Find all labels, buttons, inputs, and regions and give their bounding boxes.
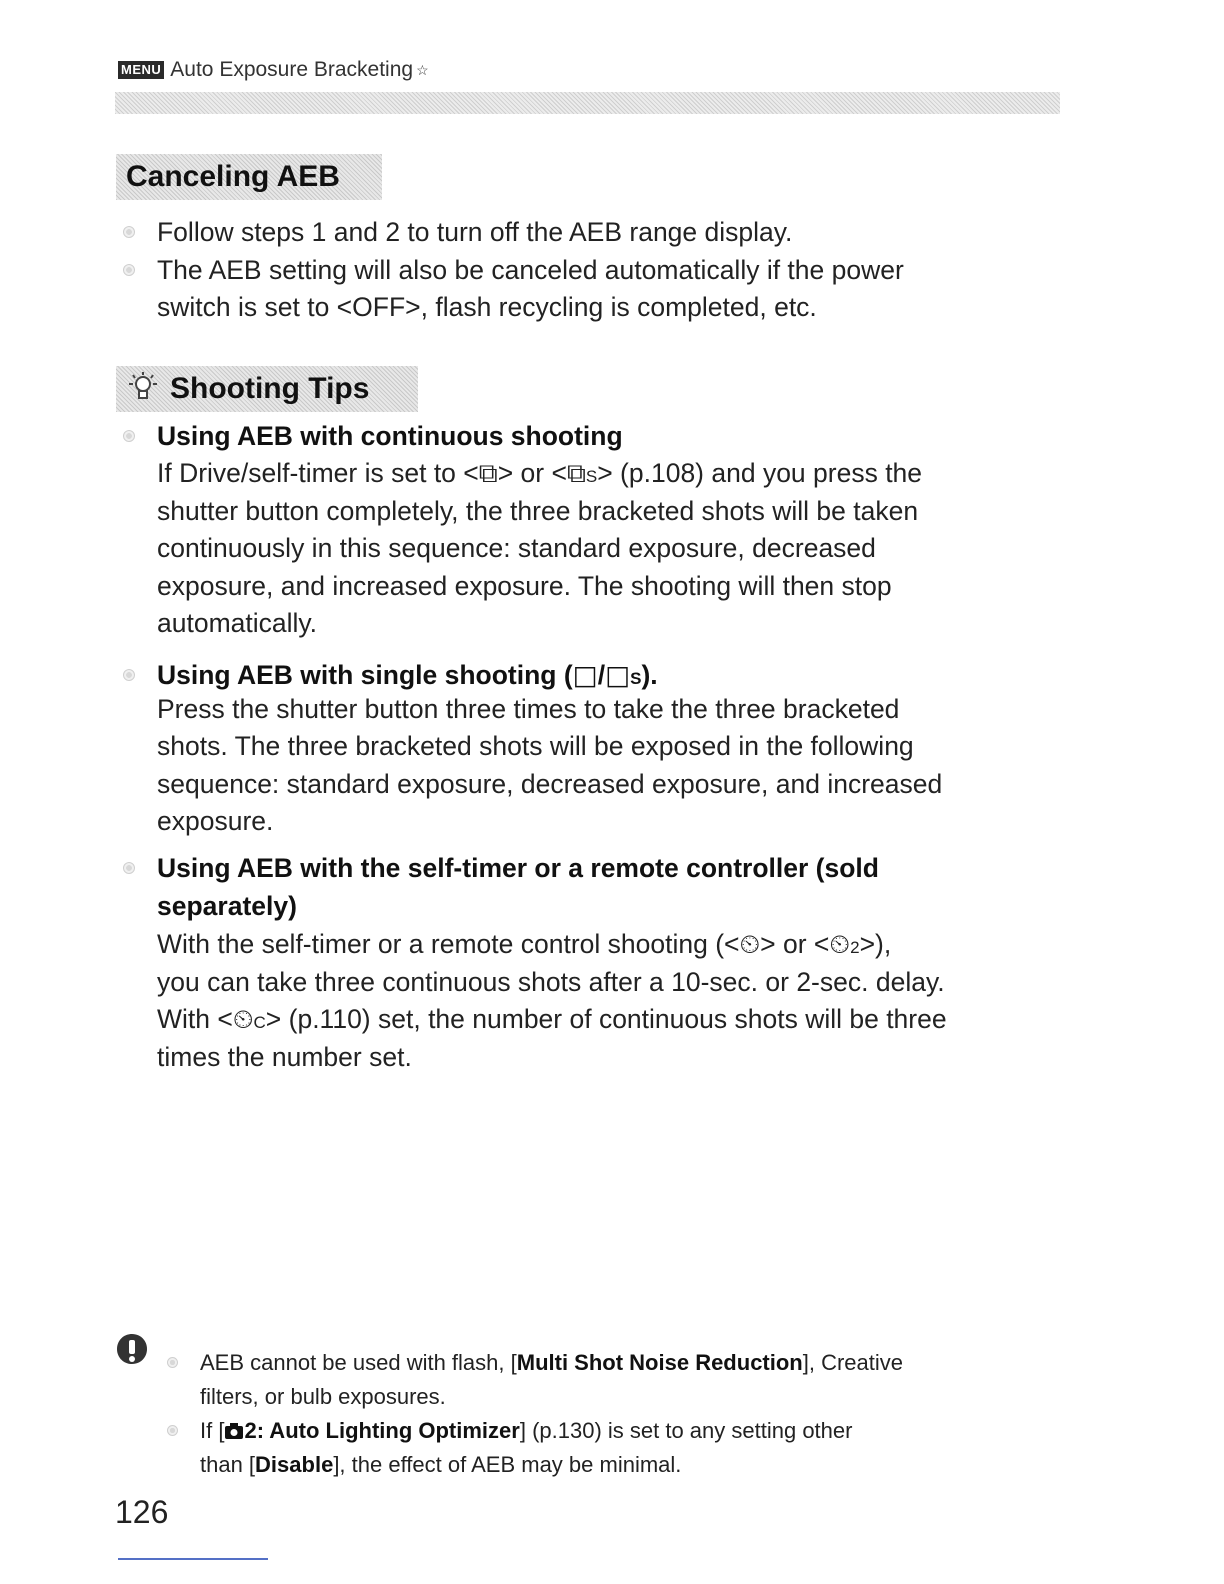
selftimer-line-4: times the number set. <box>157 1042 412 1072</box>
shooting-tips-heading <box>116 366 418 412</box>
bullet-icon <box>123 862 135 874</box>
selftimer-title-2: separately) <box>157 891 297 921</box>
single-shot-icon: □ <box>605 660 631 691</box>
single-line-1: Press the shutter button three times to take the three bracketed <box>157 694 900 724</box>
note-2-line-1 <box>200 1414 1040 1447</box>
canceling-item-2: The AEB setting will also be canceled automatically if the power <box>157 255 904 285</box>
bullet-icon <box>123 264 135 276</box>
single-sub: S <box>630 669 642 688</box>
timer-sub: 2 <box>850 938 860 957</box>
self-timer-icon: ⏲ <box>232 1004 254 1035</box>
menu-badge: MENU <box>118 61 164 79</box>
selftimer-line-3 <box>157 1001 1057 1042</box>
bullet-icon <box>123 669 135 681</box>
text-run: If [ <box>200 1418 225 1443</box>
lightbulb-icon <box>124 370 162 404</box>
page-number: 126 <box>115 1494 169 1530</box>
selftimer-line-2: you can take three continuous shots after a 10-sec. or 2-sec. delay. <box>157 967 945 997</box>
drive-sub: S <box>585 467 598 486</box>
text-run: > (p.108) and you press the <box>597 458 923 488</box>
continuous-line-3: continuously in this sequence: standard exposure, decreased <box>157 533 876 563</box>
selftimer-title-1: Using AEB with the self-timer or a remote controller (sold <box>157 853 879 883</box>
canceling-item-1: Follow steps 1 and 2 to turn off the AEB range display. <box>157 217 793 247</box>
continuous-line-4: exposure, and increased exposure. The shooting will then stop <box>157 571 892 601</box>
header-title: Auto Exposure Bracketing <box>170 58 414 81</box>
note-bold: Multi Shot Noise Reduction <box>516 1350 803 1375</box>
text-run: ], Creative <box>802 1350 904 1375</box>
self-timer-icon: ⏲ <box>829 929 851 960</box>
continuous-line-1 <box>157 455 1057 496</box>
timer-sub: C <box>253 1013 266 1032</box>
shooting-tips-label: Shooting Tips <box>170 372 370 405</box>
continuous-line-5: automatically. <box>157 608 318 638</box>
single-shot-icon: □ <box>572 660 598 691</box>
text-run: With the self-timer or a remote control shooting (< <box>157 929 740 959</box>
note-bold: Disable <box>255 1452 334 1477</box>
single-line-2: shots. The three bracketed shots will be exposed in the following <box>157 731 914 761</box>
bullet-icon <box>123 226 135 238</box>
single-line-4: exposure. <box>157 806 274 836</box>
page-header <box>118 56 429 84</box>
page-rule <box>118 1558 268 1560</box>
bullet-icon <box>167 1425 178 1436</box>
bullet-icon <box>167 1357 178 1368</box>
note-2-line-2 <box>200 1448 1040 1481</box>
text-run: >), <box>859 929 892 959</box>
bullet-icon <box>123 430 135 442</box>
text-run: ). <box>641 660 658 690</box>
continuous-line-2: shutter button completely, the three bracketed shots will be taken <box>157 496 919 526</box>
camera-icon <box>224 1422 244 1440</box>
text-run: With < <box>157 1004 233 1034</box>
canceling-heading: Canceling AEB <box>116 154 382 200</box>
continuous-drive-icon: ⧉ <box>478 458 498 489</box>
text-run: If Drive/self-timer is set to < <box>157 458 479 488</box>
header-band <box>115 92 1060 114</box>
caution-icon <box>115 1332 149 1368</box>
note-bold: 2: Auto Lighting Optimizer <box>244 1418 520 1443</box>
selftimer-line-1 <box>157 926 1057 967</box>
self-timer-icon: ⏲ <box>739 929 761 960</box>
text-run: > (p.110) set, the number of continuous shots will be three <box>265 1004 947 1034</box>
continuous-title: Using AEB with continuous shooting <box>157 421 623 451</box>
text-run: > or < <box>497 458 567 488</box>
star-icon: ☆ <box>416 61 429 78</box>
note-1-line-1 <box>200 1346 1040 1379</box>
text-run: than [ <box>200 1452 256 1477</box>
text-run: AEB cannot be used with flash, [ <box>200 1350 517 1375</box>
text-run: ], the effect of AEB may be minimal. <box>333 1452 682 1477</box>
text-run: ] (p.130) is set to any setting other <box>519 1418 853 1443</box>
canceling-item-2-cont: switch is set to <OFF>, flash recycling is completed, etc. <box>157 292 817 322</box>
text-run: Using AEB with single shooting ( <box>157 660 573 690</box>
note-1-line-2: filters, or bulb exposures. <box>200 1384 446 1409</box>
single-line-3: sequence: standard exposure, decreased exposure, and increased <box>157 769 943 799</box>
text-run: > or < <box>760 929 830 959</box>
continuous-drive-icon: ⧉ <box>566 458 586 489</box>
text-run: / <box>597 660 606 690</box>
